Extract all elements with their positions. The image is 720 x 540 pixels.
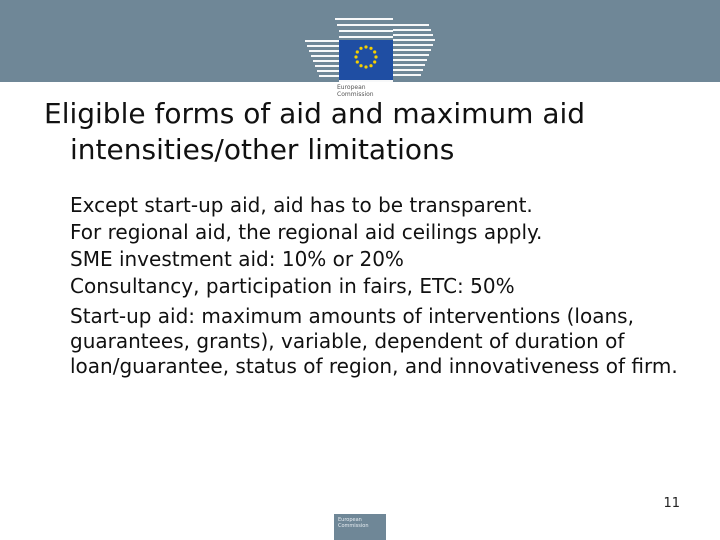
bullet-item-sme-investment: SME investment aid: 10% or 20% (70, 247, 404, 271)
bullet-item-regional-ceilings: For regional aid, the regional aid ceilings apply. (70, 220, 543, 244)
bullet-item-transparency: Except start-up aid, aid has to be transparent. (70, 193, 533, 217)
page-number: 11 (663, 496, 680, 511)
bullet-item-consultancy: Consultancy, participation in fairs, ETC: 50% (70, 274, 515, 298)
footer-logo-text: European Commission (338, 517, 369, 529)
slide-title (44, 96, 684, 168)
european-commission-small-logo-icon (334, 514, 386, 540)
bullet-item-start-up-aid: Start-up aid: maximum amounts of interventions (loans, guarantees, grants), variable, dependent of duration of loan/guarantee, status of region, and innovativeness of firm. (70, 304, 678, 378)
slide-title-line1: Eligible forms of aid and maximum aid (44, 97, 586, 130)
logo-caption-line1: European (337, 84, 366, 91)
bullet-list (70, 192, 690, 379)
slide-title-line2: intensities/other limitations (70, 133, 455, 166)
logo-caption-line2: Commission (337, 91, 374, 98)
